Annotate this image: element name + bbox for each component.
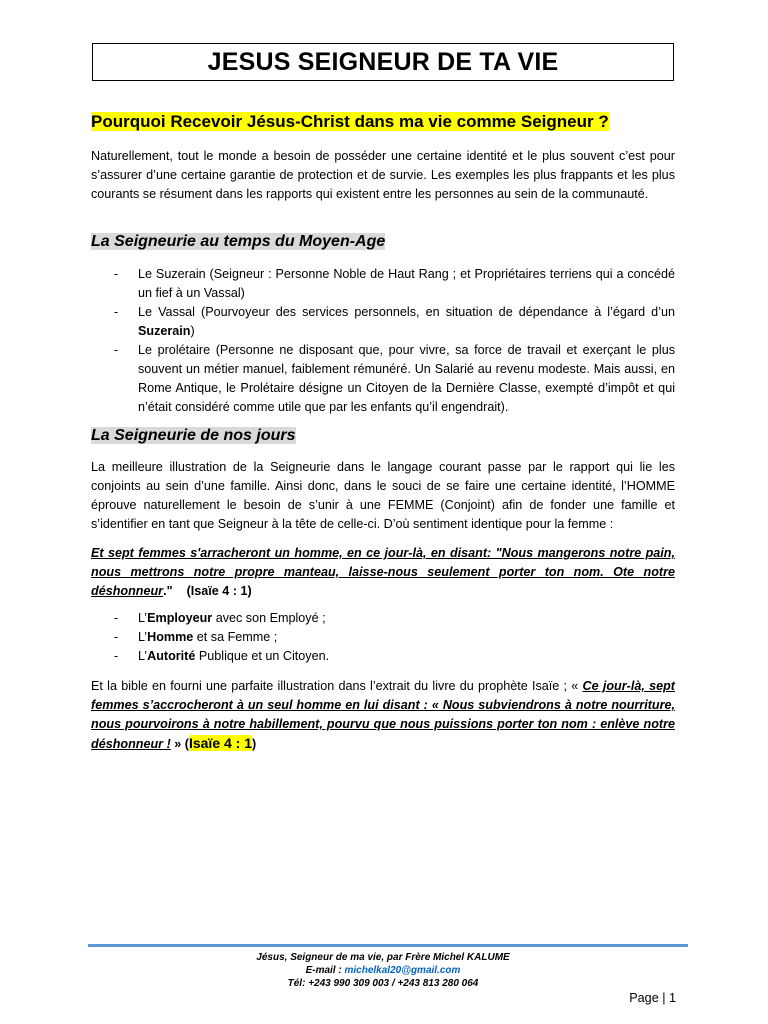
list-item-text: L’	[138, 630, 148, 644]
list-item	[91, 265, 675, 303]
list-item	[91, 609, 675, 628]
section1-heading-text: La Seigneurie au temps du Moyen-Age	[91, 233, 386, 250]
list-dash: -	[114, 305, 119, 319]
list-dash: -	[114, 611, 119, 625]
scripture-reference: (Isaïe 4 : 1)	[186, 584, 252, 598]
final-reference-end: )	[252, 737, 257, 751]
intro-paragraph: Naturellement, tout le monde a besoin de posséder une certaine identité et le plus souvent c’est pour s’assurer d’une certaine garantie de protection et de survie. Les exemples les plus frappants et les plus courants se résument dans les rapports qui existent entre les personnes au sein de la communauté.	[91, 149, 675, 201]
list-item	[91, 628, 675, 647]
list-dash: -	[114, 267, 119, 281]
list-item	[91, 303, 675, 341]
section2-heading-text: La Seigneurie de nos jours	[91, 427, 296, 444]
list-item	[91, 341, 675, 417]
list-item-bold: Employeur	[147, 611, 213, 625]
footer-author: Jésus, Seigneur de ma vie, par Frère Michel KALUME	[256, 952, 510, 963]
page-label: Page	[629, 991, 659, 1005]
page-number-value: 1	[668, 991, 676, 1005]
main-heading-text: Pourquoi Recevoir Jésus-Christ dans ma vie comme Seigneur ?	[91, 112, 609, 131]
list-item-text-end: Publique et un Citoyen.	[195, 649, 330, 663]
document-title-text: JESUS SEIGNEUR DE TA VIE	[207, 47, 559, 76]
scripture-quote	[91, 544, 675, 601]
list-dash: -	[114, 343, 119, 357]
scripture-quote-text: Et sept femmes s'arracheront un homme, en ce jour-là, en disant: "Nous mangerons notre pain, nous mettrons notre propre manteau, laisse-nous seulement porter ton nom. Ote notre déshonneur	[91, 546, 675, 598]
final-quote-close: » (	[170, 737, 189, 751]
footer-email-line	[88, 964, 678, 977]
list-item-text: L’	[138, 611, 148, 625]
final-reference: Isaïe 4 : 1	[188, 735, 253, 751]
list-item-bold: Homme	[147, 630, 194, 644]
list-dash: -	[114, 649, 119, 663]
section1-heading	[91, 233, 385, 251]
list-item-text-end: )	[190, 324, 195, 338]
list-item-text-end: avec son Employé ;	[212, 611, 326, 625]
document-title	[92, 43, 674, 81]
footer-email-label: E-mail :	[305, 965, 345, 976]
page-separator: |	[662, 991, 666, 1005]
list-item-text: Le Vassal (Pourvoyeur des services personnels, en situation de dépendance à l’égard d’un	[138, 305, 675, 319]
section2-heading	[91, 427, 296, 445]
section1-list	[91, 265, 675, 417]
footer-phone: Tél: +243 990 309 003 / +243 813 280 064	[287, 978, 479, 989]
page-number	[629, 991, 676, 1005]
list-dash: -	[114, 630, 119, 644]
list-item-text: Le prolétaire (Personne ne disposant que, pour vivre, sa force de travail et exerçant le plus souvent un métier manuel, faiblement rémunéré. Un Salarié au revenu modeste. Mais aussi, en Rome Antique, le Prolétaire désigne un Citoyen de la Dernière Classe, exempté d’impôt et qui n’était considéré comme utile que par les enfants qu’il engendrait).	[138, 343, 675, 414]
final-paragraph-text: Et la bible en fourni une parfaite illustration dans l’extrait du livre du prophète Isaïe ; «	[91, 679, 583, 693]
list-item-bold: Autorité	[147, 649, 196, 663]
section2-paragraph: La meilleure illustration de la Seigneurie dans le langage courant passe par le rapport qui lie les conjoints au sein d’une famille. Ainsi donc, dans le souci de se faire une certaine identité, l’HOMME éprouve naturellement le besoin de s’unir à une FEMME (Conjoint) afin de fonder une famille et s’identifier en tant que Seigneur à la tête de celle-ci. D’où sentiment identique pour la femme :	[91, 460, 675, 531]
section2-list	[91, 609, 675, 666]
list-item-text: L’	[138, 649, 148, 663]
list-item-bold: Suzerain	[138, 324, 191, 338]
footer-divider	[88, 944, 688, 947]
final-quote: Ce jour-là, sept femmes s’accrocheront à un seul homme en lui disant : « Nous subviendrons à notre nourriture, nous pourvoirons à notre habillement, pourvu que nous puissions porter ton nom : enlève notre déshonneur !	[91, 679, 675, 751]
list-item-text-end: et sa Femme ;	[193, 630, 278, 644]
footer-email-link[interactable]: michelkal20@gmail.com	[344, 965, 461, 976]
list-item	[91, 647, 675, 666]
list-item-text: Le Suzerain (Seigneur : Personne Noble de Haut Rang ; et Propriétaires terriens qui a concédé un fief à un Vassal)	[138, 267, 675, 300]
scripture-quote-end: ."	[163, 584, 173, 598]
main-heading	[91, 112, 609, 132]
final-paragraph	[91, 677, 675, 754]
